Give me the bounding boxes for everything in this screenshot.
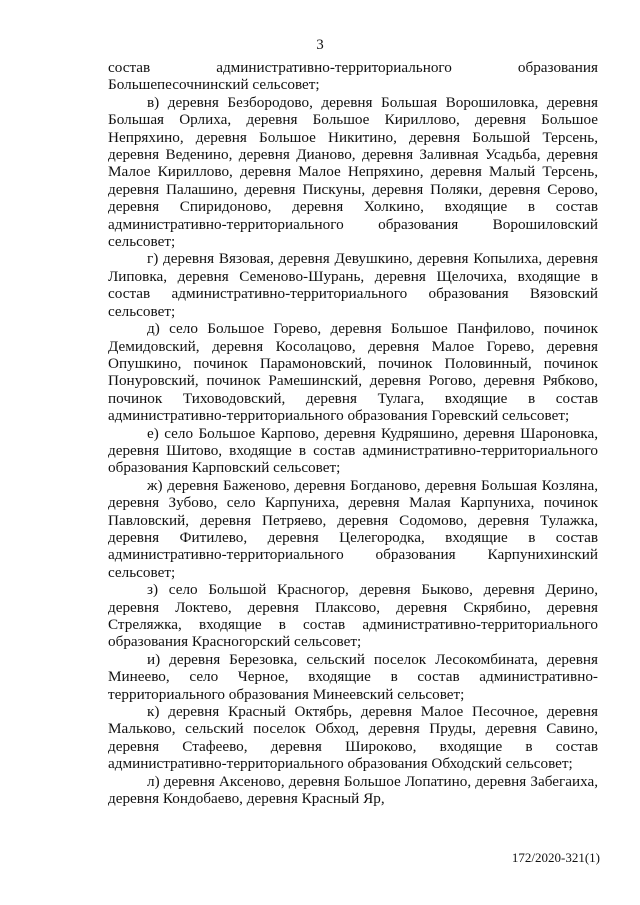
paragraph-d: д) село Большое Горево, деревня Большое Панфилово, починок Демидовский, деревня Косолацово, деревня Малое Горево, деревня Опушкино, починок Парамоновский, починок Половинный, починок Понуровский, починок Рамешинский, деревня Рогово, деревня Рябково, починок Тиховодовский, деревня Тулага, входящие в состав административно-территориального образования Горевский сельсовет; xyxy=(108,320,598,425)
paragraph-z: з) село Большой Красногор, деревня Быково, деревня Дерино, деревня Локтево, деревня Плаксово, деревня Скрябино, деревня Стреляжка, входящие в состав административно-территориального образования Красногорский сельсовет; xyxy=(108,581,598,651)
document-body xyxy=(108,59,598,807)
page-number: 3 xyxy=(316,37,324,53)
paragraph-e: е) село Большое Карпово, деревня Кудряшино, деревня Шароновка, деревня Шитово, входящие в состав административно-территориального образования Карповский сельсовет; xyxy=(108,424,598,477)
paragraph-zh: ж) деревня Баженово, деревня Богданово, деревня Большая Козляна, деревня Зубово, село Карпуниха, деревня Малая Карпуниха, починок Павловский, деревня Петряево, деревня Содомово, деревня Тулажка, деревня Фитилево, деревня Целегородка, входящие в состав административно-территориального образования Карпунихинский сельсовет; xyxy=(108,476,598,581)
paragraph-l: л) деревня Аксеново, деревня Большое Лопатино, деревня Забегаиха, деревня Кондобаево, деревня Красный Яр, xyxy=(108,772,598,808)
document-code: 172/2020-321(1) xyxy=(511,850,600,865)
paragraph-g: г) деревня Вязовая, деревня Девушкино, деревня Копылиха, деревня Липовка, деревня Семеново-Шурань, деревня Щелочиха, входящие в состав административно-территориального образования Вязовский сельсовет; xyxy=(108,250,598,320)
paragraph-b-continuation: состав административно-территориального образования Большепесочнинский сельсовет; xyxy=(108,59,598,94)
paragraph-k: к) деревня Красный Октябрь, деревня Малое Песочное, деревня Мальково, сельский поселок Обход, деревня Пруды, деревня Савино, деревня Стафеево, деревня Широково, входящие в состав административно-территориального образования Обходский сельсовет; xyxy=(108,703,598,773)
paragraph-v: в) деревня Безбородово, деревня Большая Ворошиловка, деревня Большая Орлиха, деревня Большое Кириллово, деревня Большое Непряхино, деревня Большое Никитино, деревня Большой Терсень, деревня Веденино, деревня Дианово, деревня Заливная Усадьба, деревня Малое Кириллово, деревня Малое Непряхино, деревня Малый Терсень, деревня Палашино, деревня Пискуны, деревня Поляки, деревня Серово, деревня Спиридоново, деревня Холкино, входящие в состав административно-территориального образования Ворошиловский сельсовет; xyxy=(108,93,598,251)
paragraph-i: и) деревня Березовка, сельский поселок Лесокомбината, деревня Минеево, село Черное, входящие в состав административно-территориального образования Минеевский сельсовет; xyxy=(108,650,598,703)
